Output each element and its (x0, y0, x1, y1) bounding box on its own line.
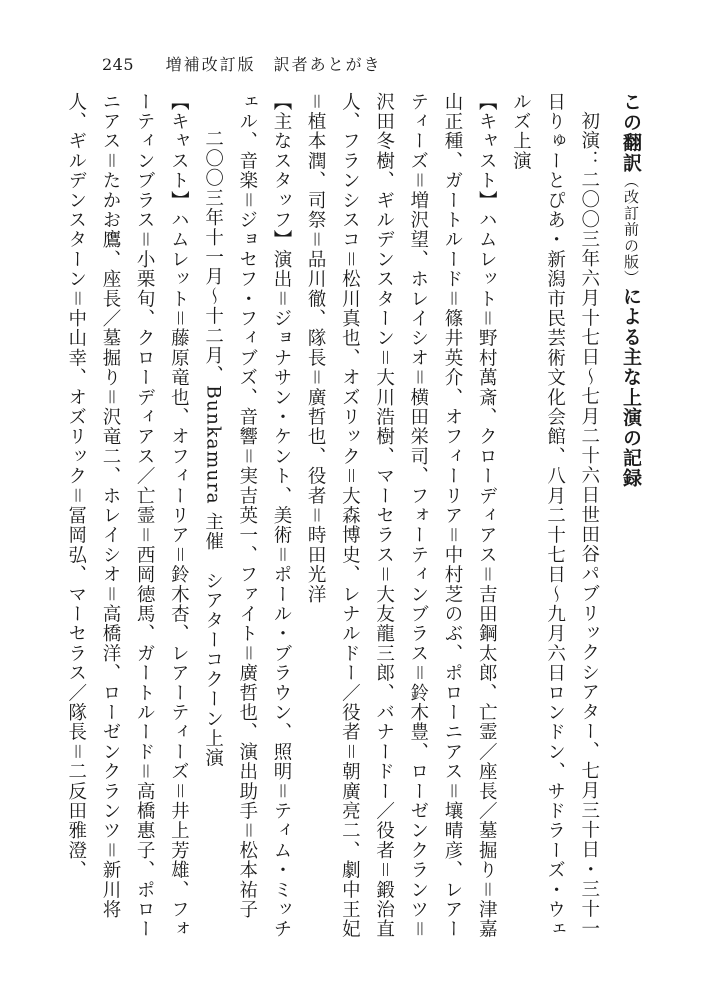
performance-2-cast-list: ハムレット＝藤原竜也、オフィーリア＝鈴木杏、レアーティーズ＝井上芳雄、フォーティンブラス＝小栗旬、クローディアス／亡霊＝西岡徳馬、ガートルード＝高橋惠子、ポローニアス＝たかお鷹、座長／墓掘り＝沢竜二、ホレイシオ＝高橋洋、ローゼンクランツ＝新川将人、ギルデンスターン＝中山幸、オズリック＝冨岡弘、マーセラス／隊長＝二反田雅澄、 (65, 92, 190, 940)
vertical-body-text (65, 92, 648, 952)
section-title-main-a: この翻訳 (620, 92, 642, 173)
page-number: 245 (102, 55, 135, 74)
performance-1-cast-list: ハムレット＝野村萬斎、クローディアス＝吉田鋼太郎、亡霊／座長／墓掘り＝津嘉山正種、ガートルード＝篠井英介、オフィーリア＝中村芝のぶ、ポローニアス＝壤晴彦、レアーティーズ＝増沢望、ホレイシオ＝横田栄司、フォーティンブラス＝鈴木豊、ローゼンクランツ＝沢田冬樹、ギルデンスターン＝大川浩樹、マーセラス＝大友龍三郎、バナードー／役者＝鍛治直人、フランシスコ＝松川真也、オズリック＝大森博史、レナルドー／役者＝朝廣亮二、劇中王妃＝植本潤、司祭＝品川徹、隊長＝廣哲也、役者＝時田光洋 (305, 92, 498, 940)
running-head (102, 52, 382, 75)
performance-1-cast (298, 92, 503, 952)
performance-1-cast-heading: 【キャスト】 (476, 92, 498, 211)
performance-2-date: 二〇〇三年十一月〜十二月、Bunkamura 主催 シアターコクーン上演 (202, 129, 224, 769)
performance-2-cast (59, 92, 196, 952)
section-title-main-b: による主な上演の記録 (620, 286, 642, 489)
performance-1-staff-list: 演出＝ジョナサン・ケント、美術＝ポール・ブラウン、照明＝ティム・ミッチェル、音楽＝ジョセフ・フィブズ、音響＝実吉英一、ファイト＝廣哲也、演出助手＝松本祐子 (236, 92, 292, 940)
performance-1-staff (230, 92, 298, 952)
section-title-sub: （改訂前の版） (622, 172, 640, 287)
section-title (614, 92, 648, 952)
performance-1-venue: 初演：二〇〇三年六月十七日〜七月二十六日世田谷パブリックシアター、七月三十日・三十一日りゅーとぴあ・新潟市民芸術文化会館、八月二十七日〜九月六日ロンドン、サドラーズ・ウェルズ上演 (510, 92, 600, 940)
performance-2-cast-heading: 【キャスト】 (168, 92, 190, 211)
performance-1-staff-heading: 【主なスタッフ】 (270, 92, 292, 250)
running-head-title: 増補改訂版 訳者あとがき (165, 55, 382, 74)
